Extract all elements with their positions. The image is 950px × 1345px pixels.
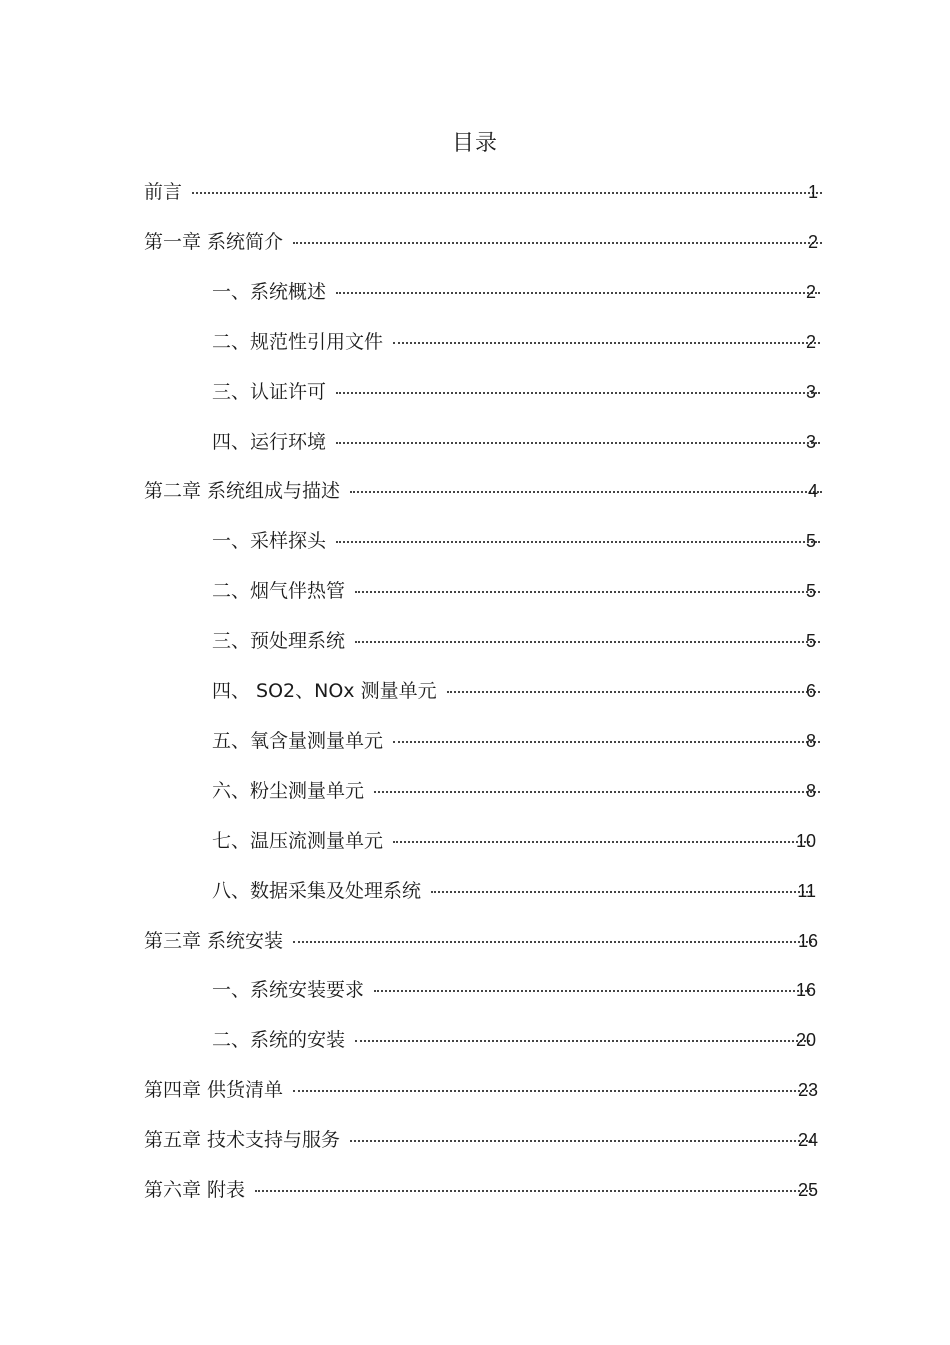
toc-entry-label: 第三章 系统安装: [144, 929, 284, 952]
toc-entry-label: 三、预处理系统: [212, 630, 346, 653]
toc-entry[interactable]: [212, 629, 816, 653]
toc-entry-page-number: 16: [795, 980, 816, 1001]
toc-entry[interactable]: [212, 529, 816, 553]
toc-entry-page-number: 25: [797, 1180, 818, 1200]
dot-leader: [393, 741, 820, 743]
toc-entry[interactable]: [212, 729, 816, 753]
toc-entry[interactable]: [144, 230, 818, 254]
toc-entry-page-number: 2: [805, 281, 816, 302]
toc-entry-page-number: 5: [805, 631, 816, 652]
toc-entry-label: 八、数据采集及处理系统: [212, 879, 422, 902]
toc-entry[interactable]: [212, 579, 816, 603]
dot-leader: [374, 791, 820, 793]
toc-entry[interactable]: [212, 779, 816, 803]
toc-entry-label: 二、规范性引用文件: [212, 330, 384, 353]
toc-entry-label: 五、氧含量测量单元: [212, 729, 384, 752]
toc-entry[interactable]: [144, 1128, 818, 1152]
toc-entry[interactable]: [212, 978, 816, 1002]
dot-leader: [355, 591, 820, 593]
dot-leader: [355, 1040, 810, 1042]
toc-entry-page-number: 24: [797, 1130, 818, 1151]
toc-entry-page-number: 20: [795, 1030, 816, 1051]
toc-entry[interactable]: [212, 380, 816, 404]
toc-entry-page-number: 1: [807, 182, 818, 202]
dot-leader: [336, 292, 820, 294]
toc-entry[interactable]: [212, 330, 816, 354]
toc-entry-label: 第六章 附表: [144, 1179, 246, 1201]
dot-leader: [355, 641, 820, 643]
toc-entry[interactable]: [212, 829, 816, 853]
toc-entry-page-number: 11: [797, 880, 816, 901]
toc-entry[interactable]: [212, 430, 816, 454]
toc-entry-page-number: 16: [797, 930, 818, 951]
dot-leader: [374, 990, 810, 992]
toc-entry-page-number: 3: [805, 431, 816, 452]
toc-entry-label: 第二章 系统组成与描述: [144, 480, 341, 503]
toc-entry-page-number: 5: [805, 581, 816, 602]
toc-entry-page-number: 5: [805, 531, 816, 552]
dot-leader: [336, 442, 820, 444]
dot-leader: [447, 691, 820, 693]
toc-entry-label: 四、运行环境: [212, 430, 327, 453]
toc-entry[interactable]: [144, 929, 818, 953]
toc-entry-label: 六、粉尘测量单元: [212, 779, 365, 802]
toc-entry-page-number: 4: [807, 481, 818, 502]
dot-leader: [255, 1190, 812, 1192]
dot-leader: [393, 841, 810, 843]
toc-entry-label: 一、系统安装要求: [212, 979, 365, 1002]
dot-leader: [293, 1090, 812, 1092]
toc-entry[interactable]: [212, 879, 816, 903]
dot-leader: [192, 192, 822, 194]
toc-entry-label: 一、采样探头: [212, 530, 327, 553]
dot-leader: [350, 491, 822, 493]
toc-entry-label: 二、系统的安装: [212, 1029, 346, 1052]
toc-entry[interactable]: [212, 1028, 816, 1052]
toc-entry-page-number: 2: [805, 331, 816, 352]
dot-leader: [350, 1140, 812, 1142]
toc-entry[interactable]: [212, 280, 816, 304]
toc-entry-label: 四、 SO2、NOx 测量单元: [212, 680, 437, 702]
toc-entry-label: 前言: [144, 181, 183, 203]
toc-entry-label: 三、认证许可: [212, 380, 327, 403]
toc-entry-label: 七、温压流测量单元: [212, 829, 384, 852]
toc-entry-page-number: 3: [805, 381, 816, 402]
toc-entry-label: 二、烟气伴热管: [212, 580, 346, 603]
toc-entry[interactable]: [144, 1078, 818, 1102]
toc-entry-label: 第一章 系统简介: [144, 230, 284, 253]
dot-leader: [293, 941, 812, 943]
toc-entry[interactable]: [144, 180, 818, 204]
dot-leader: [393, 342, 820, 344]
toc-entry[interactable]: [144, 1178, 818, 1202]
toc-entry[interactable]: [212, 679, 816, 703]
toc-entry-page-number: 10: [795, 830, 816, 851]
toc-entry-page-number: 8: [805, 730, 816, 751]
toc-entry-page-number: 23: [797, 1080, 818, 1101]
toc-entry-page-number: 6: [805, 681, 816, 701]
toc-title: 目录: [451, 131, 498, 156]
toc-entry-label: 第五章 技术支持与服务: [144, 1129, 341, 1152]
dot-leader: [336, 392, 820, 394]
toc-entry-label: 第四章 供货清单: [144, 1079, 284, 1102]
toc-entry-label: 一、系统概述: [212, 280, 327, 303]
toc-entry-page-number: 2: [807, 231, 818, 252]
toc-entry-page-number: 8: [805, 780, 816, 801]
dot-leader: [431, 891, 811, 893]
toc-entry[interactable]: [144, 479, 818, 503]
dot-leader: [336, 541, 820, 543]
dot-leader: [293, 242, 822, 244]
